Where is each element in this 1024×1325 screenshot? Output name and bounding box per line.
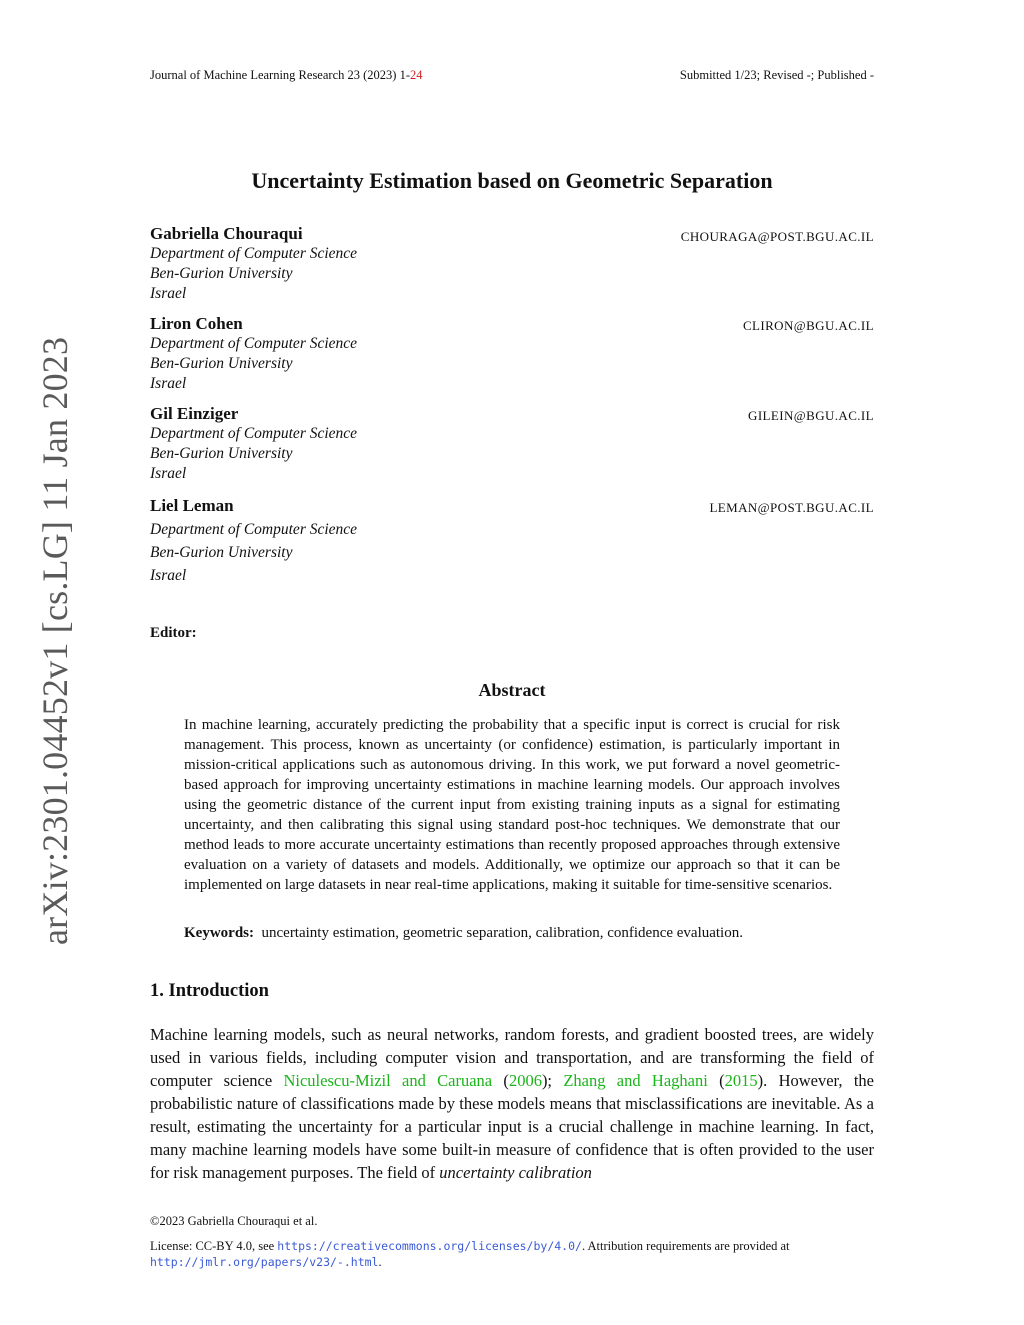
intro-text: . However, the probabilistic nature of classifications made by these models means that misclassifications are inevitable. As a result, estimating the uncertainty for a particular input is a crucial challenge in machine learning. In fact, many machine learning models have some built-in measure of confidence that is often provided to the user for risk management purposes. The field of bbox=[150, 1071, 874, 1182]
journal-header bbox=[150, 68, 422, 83]
author-email[interactable]: CHOURAGA@POST.BGU.AC.IL bbox=[680, 229, 874, 244]
citation-link[interactable]: Zhang and Haghani bbox=[563, 1071, 708, 1090]
section-heading: 1. Introduction bbox=[150, 981, 269, 1001]
author-country: Israel bbox=[150, 375, 187, 392]
author-name: Liron Cohen bbox=[150, 314, 243, 333]
author-country: Israel bbox=[150, 465, 187, 482]
journal-name: Journal of Machine Learning Research 23 (2023) 1- bbox=[150, 68, 410, 82]
license-prefix: License: CC-BY 4.0, see bbox=[150, 1239, 278, 1253]
arxiv-stamp: arXiv:2301.04452v1 [cs.LG] 11 Jan 2023 bbox=[35, 336, 75, 945]
author-country: Israel bbox=[150, 567, 187, 584]
author-block bbox=[150, 496, 357, 587]
author-country: Israel bbox=[150, 285, 187, 302]
author-univ: Ben-Gurion University bbox=[150, 544, 293, 561]
author-block bbox=[150, 314, 357, 394]
author-name: Gil Einziger bbox=[150, 404, 239, 423]
author-univ: Ben-Gurion University bbox=[150, 445, 293, 462]
author-block bbox=[150, 404, 357, 484]
citation-link[interactable]: Niculescu-Mizil and Caruana bbox=[283, 1071, 493, 1090]
paper-title: Uncertainty Estimation based on Geometric Separation bbox=[251, 168, 773, 193]
citation-year-link[interactable]: 2006 bbox=[508, 1071, 542, 1090]
author-email[interactable]: LEMAN@POST.BGU.AC.IL bbox=[709, 500, 874, 515]
citation-year-link[interactable]: 2015 bbox=[724, 1071, 758, 1090]
copyright: ©2023 Gabriella Chouraqui et al. bbox=[150, 1214, 318, 1228]
editor-label: Editor: bbox=[150, 625, 197, 641]
license-line bbox=[150, 1238, 874, 1270]
author-univ: Ben-Gurion University bbox=[150, 355, 293, 372]
keywords-label: Keywords: bbox=[184, 925, 254, 941]
keywords-text: uncertainty estimation, geometric separation, calibration, confidence evaluation. bbox=[261, 925, 743, 941]
abstract-text: In machine learning, accurately predicting the probability that a specific input is correct is crucial for risk management. This process, known as uncertainty (or confidence) estimation, is particularly important in mission-critical applications such as autonomous driving. In this work, we put forward a novel geometric-based approach for improving uncertainty estimations in machine learning models. Our approach involves using the geometric distance of the current input from existing training inputs as a signal for estimating uncertainty, and then calibrating this signal using standard post-hoc techniques. We demonstrate that our method leads to more accurate uncertainty estimations than recently proposed approaches through extensive evaluation on a variety of datasets and models. Additionally, we optimize our approach so that it can be implemented on large datasets in near real-time applications, making it suitable for time-sensitive scenarios. bbox=[184, 717, 840, 893]
abstract-heading: Abstract bbox=[478, 680, 546, 700]
author-name: Gabriella Chouraqui bbox=[150, 224, 303, 243]
author-name: Liel Leman bbox=[150, 496, 234, 515]
author-dept: Department of Computer Science bbox=[150, 245, 358, 262]
author-univ: Ben-Gurion University bbox=[150, 265, 293, 282]
journal-pages-link[interactable]: 24 bbox=[409, 68, 423, 82]
author-dept: Department of Computer Science bbox=[150, 425, 358, 442]
author-email[interactable]: CLIRON@BGU.AC.IL bbox=[742, 318, 874, 333]
author-dept: Department of Computer Science bbox=[150, 335, 358, 352]
license-suffix: . Attribution requirements are provided at bbox=[581, 1239, 790, 1253]
keywords-line bbox=[184, 925, 743, 942]
intro-paragraph: Machine learning models, such as neural networks, random forests, and gradient boosted trees, are widely used in various fields, including computer vision and transportation, and are transforming the field of computer science Niculescu-Mizil and Caruana (2006); Zhang and Haghani (2015). However, the probabilistic nature of classifications made by these models means that misclassifications are inevitable. As a result, estimating the uncertainty for a particular input is a crucial challenge in machine learning. In fact, many machine learning models have some built-in measure of confidence that is often provided to the user for risk management purposes. The field of uncertainty calibration bbox=[150, 1025, 874, 1182]
intro-text: Machine learning models, such as neural networks, random forests, and gradient boosted trees, are widely used in various fields, including computer vision and transportation, and are transforming the field of computer science bbox=[150, 1025, 874, 1090]
author-dept: Department of Computer Science bbox=[150, 521, 358, 538]
attribution-end: . bbox=[378, 1255, 382, 1269]
author-email[interactable]: GILEIN@BGU.AC.IL bbox=[748, 408, 874, 423]
author-block bbox=[150, 224, 357, 304]
submission-info: Submitted 1/23; Revised -; Published - bbox=[679, 68, 874, 82]
intro-italic: uncertainty calibration bbox=[439, 1163, 592, 1182]
license-url-link[interactable]: https://creativecommons.org/licenses/by/4.0/ bbox=[277, 1239, 582, 1253]
attribution-url-link[interactable]: http://jmlr.org/papers/v23/-.html bbox=[150, 1255, 379, 1269]
